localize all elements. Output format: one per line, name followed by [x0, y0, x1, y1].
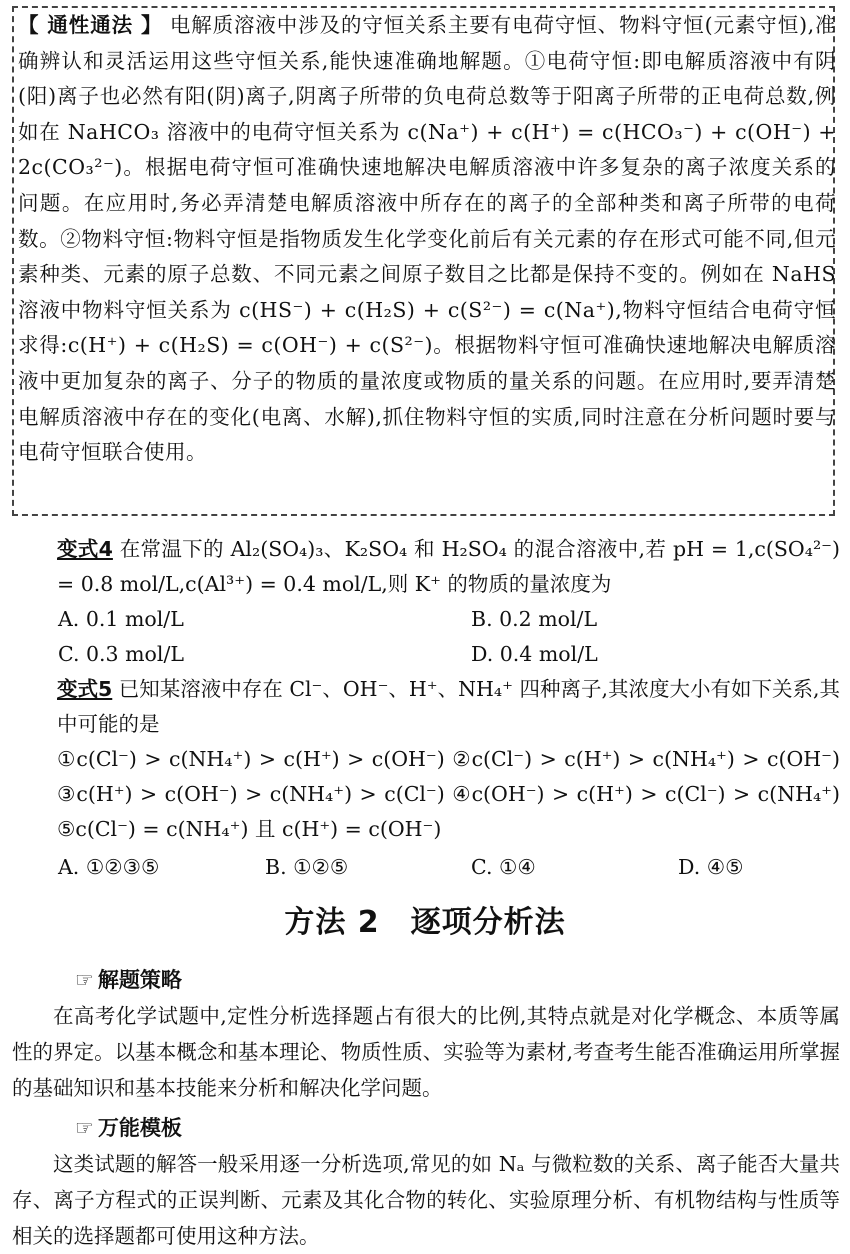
template-paragraph: 这类试题的解答一般采用逐一分析选项,常见的如 Nₐ 与微粒数的关系、离子能否大量共存、离子方程式的正误判断、元素及其化合物的转化、实验原理分析、有机物结构与性质等相关的选择题都可使用这种方法。: [12, 1152, 840, 1248]
question-5: [12, 672, 840, 847]
question-5-options: [58, 850, 838, 885]
q4-option-c[interactable]: C. 0.3 mol/L: [58, 642, 184, 666]
strategy-paragraph: 在高考化学试题中,定性分析选择题占有很大的比例,其特点就是对化学概念、本质等属性的界定。以基本概念和基本理论、物质性质、实验等为素材,考查考生能否准确运用所掌握的基础知识和基本技能来分析和解决化学问题。: [12, 1004, 840, 1100]
pointing-hand-icon: ☞: [75, 968, 94, 992]
question-5-relations: ①c(Cl⁻) > c(NH₄⁺) > c(H⁺) > c(OH⁻) ②c(Cl⁻) > c(H⁺) > c(NH₄⁺) > c(OH⁻) ③c(H⁺) > c(OH⁻) > c(NH₄⁺) > c(Cl⁻) ④c(OH⁻) > c(H⁺) > c(Cl⁻) > c(NH₄⁺) ⑤c(Cl⁻) = c(NH₄⁺) 且 c(H⁺) = c(OH⁻): [57, 747, 840, 841]
tip-title: 【 通性通法 】: [18, 13, 163, 37]
question-5-label: 变式5: [57, 677, 113, 701]
q5-option-b[interactable]: B. ①②⑤: [265, 855, 349, 879]
q5-option-a[interactable]: A. ①②③⑤: [58, 855, 160, 879]
tip-body: 电解质溶液中涉及的守恒关系主要有电荷守恒、物料守恒(元素守恒),准确辨认和灵活运用这些守恒关系,能快速准确地解题。①电荷守恒:即电解质溶液中有阴(阳)离子也必然有阳(阴)离子,阴离子所带的负电荷总数等于阳离子所带的正电荷总数,例如在 NaHCO₃ 溶液中的电荷守恒关系为 c(Na⁺) + c(H⁺) = c(HCO₃⁻) + c(OH⁻) + 2c(CO₃²⁻)。根据电荷守恒可准确快速地解决电解质溶液中许多复杂的离子浓度关系的问题。在应用时,务必弄清楚电解质溶液中所存在的离子的全部种类和离子所带的电荷数。②物料守恒:物料守恒是指物质发生化学变化前后有关元素的存在形式可能不同,但元素种类、元素的原子总数、不同元素之间原子数目之比都是保持不变的。例如在 NaHS 溶液中物料守恒关系为 c(HS⁻) + c(H₂S) + c(S²⁻) = c(Na⁺),物料守恒结合电荷守恒求得:c(H⁺) + c(H₂S) = c(OH⁻) + c(S²⁻)。根据物料守恒可准确快速地解决电解质溶液中更加复杂的离子、分子的物质的量浓度或物质的量关系的问题。在应用时,要弄清楚电解质溶液中存在的变化(电离、水解),抓住物料守恒的实质,同时注意在分析问题时要与电荷守恒联合使用。: [18, 13, 836, 465]
template-subheading: [75, 1113, 182, 1143]
strategy-subheading: [75, 965, 182, 995]
method-heading: 方法 2 逐项分析法: [284, 905, 566, 940]
q5-option-d[interactable]: D. ④⑤: [678, 855, 744, 879]
pointing-hand-icon: ☞: [75, 1116, 94, 1140]
tip-text-block: [18, 8, 836, 471]
q4-option-a[interactable]: A. 0.1 mol/L: [58, 607, 184, 631]
q4-option-d[interactable]: D. 0.4 mol/L: [471, 642, 598, 666]
question-5-stem: 已知某溶液中存在 Cl⁻、OH⁻、H⁺、NH₄⁺ 四种离子,其浓度大小有如下关系,其中可能的是: [57, 677, 840, 736]
question-4-label: 变式4: [57, 537, 113, 561]
question-4-options-row-2: [58, 637, 838, 672]
question-4-options-row-1: [58, 602, 838, 637]
template-title: 万能模板: [97, 1116, 182, 1140]
q5-option-c[interactable]: C. ①④: [471, 855, 536, 879]
question-4: [12, 532, 840, 602]
q4-option-b[interactable]: B. 0.2 mol/L: [471, 607, 598, 631]
strategy-title: 解题策略: [97, 968, 182, 992]
question-4-stem: 在常温下的 Al₂(SO₄)₃、K₂SO₄ 和 H₂SO₄ 的混合溶液中,若 pH = 1,c(SO₄²⁻) = 0.8 mol/L,c(Al³⁺) = 0.4 mol/L,则 K⁺ 的物质的量浓度为: [57, 537, 840, 596]
